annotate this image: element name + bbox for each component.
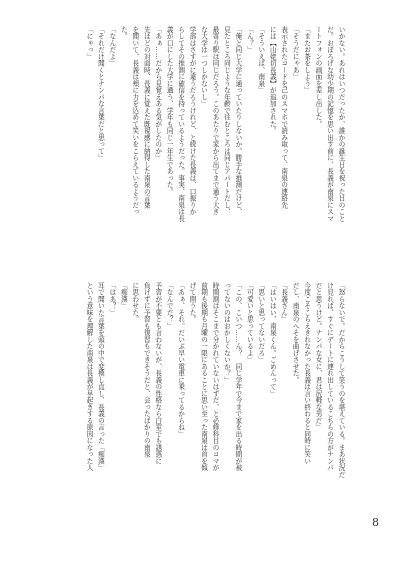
lower-text-block: 「怒らないで。だからこうして笑うのを堪えている。まあ状況だ け見れば、すぐにデートに連れ出しているこちらの方がナンパ だと思うけど。ナンパな女に、君は尻軽な男だ」 今度こそこらえきれなかった長義は言い終わると同時に笑い だし、南泉のへそを曲げさせた。 「長義さん」 「はいはい、南泉くん。ごめんって」 「思いと思ってないだろ」 「可愛いと思っているよ」 「この、こいつ……ん？ 同じ学年で今まで家を出る時間が被 ってないのはおかしくないか？」 時間割はそこまで分かれていないはずだ、と必修科目のコマが 前期も後期も月曜の一限にあることに思い至った南泉は首を傾 げて問うた。 「あぁ、それ。だいぶ早い電車に乗ってるからね」 「なんでだ？」 予習が不要とも言わないが、長義の性格なら白室でも誘惑に 負けずに予習も復習もできそうだと、会ったばかりの南泉 に思わせた。 「痴漢」 「はあ？」 耳で聞いた言葉を頭の中で変換し直し、長義の言った「痴漢」 という意味を理解した南泉は長義が早起きする原因になった人 — [85, 282, 345, 478]
upper-text-block: いかない。あれはいつだったか、誰かの誕生日を祝った日のこと だ。おぼろげな幼少期の記憶を思い出す前に、長義が南泉にスマ ートフォンの画面を差し出した。 「またお茶をしよう」 「そうだにゃあ」 表示されたコードを己のスマホで読み取って、南泉の連絡先 には【山姥切長義】が追加された。 「そういえば、南泉」 「ん？」 「俺と同じ大学に通っていたりしないか。勝手な推測だけど、 見たところ同じような年齢で住むところは同じアパートだし、 最寄り駅は同じだろう。このあたりで家から出てまで通う大き な大学は一つしかないし」 学部はさすがに違うだろうけれど、と続けた長義は、口振りか らしてその推測に確信を持っているようだった。事実、南泉は長 義が口にした大学に通う、学年も同じ一年生であった。 「あぁ……だから見覚えある気がしたのか」 先ほどの対面時、長義に覚えた既視感に納得した南泉の言葉 を聞いて、長義は頬に力を込めて笑いをこらえているようだっ た。 「なんだよ」 「それだけ聞くとナンパな言葉だと思って」 「にゃっ」 — [85, 26, 345, 222]
page-number: 8 — [372, 516, 379, 529]
